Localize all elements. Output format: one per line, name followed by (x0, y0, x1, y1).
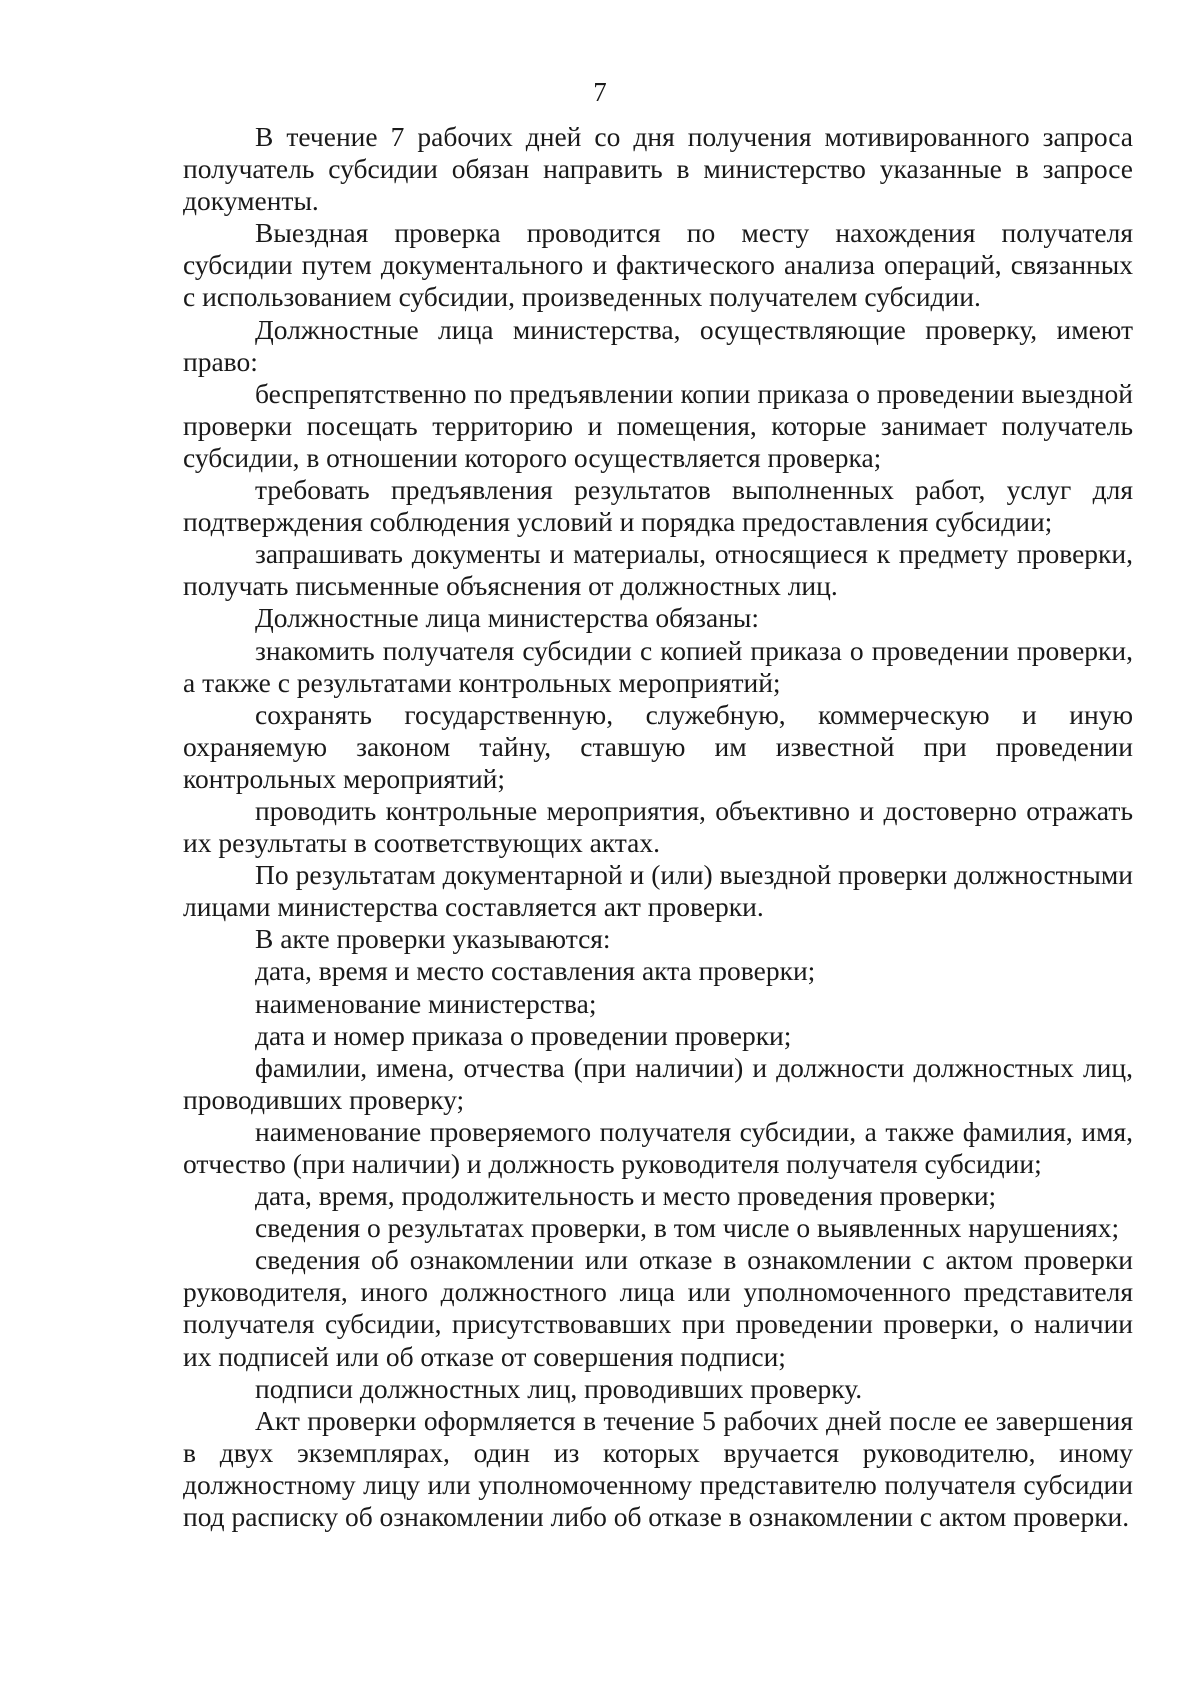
paragraph: запрашивать документы и материалы, относящиеся к предмету проверки, получать письменные объяснения от должностных лиц. (183, 538, 1133, 602)
paragraph: В акте проверки указываются: (255, 923, 611, 955)
paragraph: подписи должностных лиц, проводивших проверку. (255, 1372, 863, 1404)
paragraph: дата, время и место составления акта проверки; (255, 955, 816, 987)
paragraph: Должностные лица министерства обязаны: (255, 602, 760, 634)
paragraph: дата и номер приказа о проведении проверки; (255, 1019, 792, 1051)
paragraph: проводить контрольные мероприятия, объективно и достоверно отражать их результаты в соответствующих актах. (183, 794, 1133, 859)
page-number: 7 (593, 77, 607, 107)
paragraph: сведения об ознакомлении или отказе в ознакомлении с актом проверки руководителя, иного должностного лица или уполномоченного представителя получателя субсидии, присутствовавших при проведении проверки, о наличии их подписей или об отказе от совершения подписи; (183, 1244, 1133, 1372)
paragraph: Должностные лица министерства, осуществляющие проверку, имеют право: (183, 313, 1133, 377)
paragraph: В течение 7 рабочих дней со дня получения мотивированного запроса получатель субсидии обязан направить в министерство указанные в запросе документы. (183, 121, 1133, 217)
paragraph: знакомить получателя субсидии с копией приказа о проведении проверки, а также с результатами контрольных мероприятий; (183, 634, 1133, 698)
paragraph: Выездная проверка проводится по месту нахождения получателя субсидии путем документального и фактического анализа операций, связанных с использованием субсидии, произведенных получателем субсидии. (183, 217, 1133, 313)
paragraph: наименование министерства; (255, 987, 597, 1019)
paragraph: требовать предъявления результатов выполненных работ, услуг для подтверждения соблюдения условий и порядка предоставления субсидии; (183, 474, 1133, 538)
paragraph: наименование проверяемого получателя субсидии, а также фамилия, имя, отчество (при наличии) и должность руководителя получателя субсидии; (183, 1115, 1133, 1179)
paragraph: беспрепятственно по предъявлении копии приказа о проведении выездной проверки посещать территорию и помещения, которые занимает получатель субсидии, в отношении которого осуществляется проверка; (183, 377, 1133, 473)
document-body (183, 121, 1133, 1533)
paragraph: фамилии, имена, отчества (при наличии) и должности должностных лиц, проводивших проверку; (183, 1051, 1133, 1115)
paragraph: сведения о результатах проверки, в том числе о выявленных нарушениях; (255, 1212, 1120, 1244)
paragraph: дата, время, продолжительность и место проведения проверки; (255, 1180, 997, 1212)
paragraph: По результатам документарной и (или) выездной проверки должностными лицами министерства составляется акт проверки. (183, 859, 1133, 923)
paragraph: Акт проверки оформляется в течение 5 рабочих дней после ее завершения в двух экземплярах, один из которых вручается руководителю, иному должностному лицу или уполномоченному представителю получателя субсидии под расписку об ознакомлении либо об отказе в ознакомлении с актом проверки. (183, 1404, 1133, 1533)
paragraph: сохранять государственную, служебную, коммерческую и иную охраняемую законом тайну, ставшую им известной при проведении контрольных мероприятий; (183, 698, 1133, 794)
